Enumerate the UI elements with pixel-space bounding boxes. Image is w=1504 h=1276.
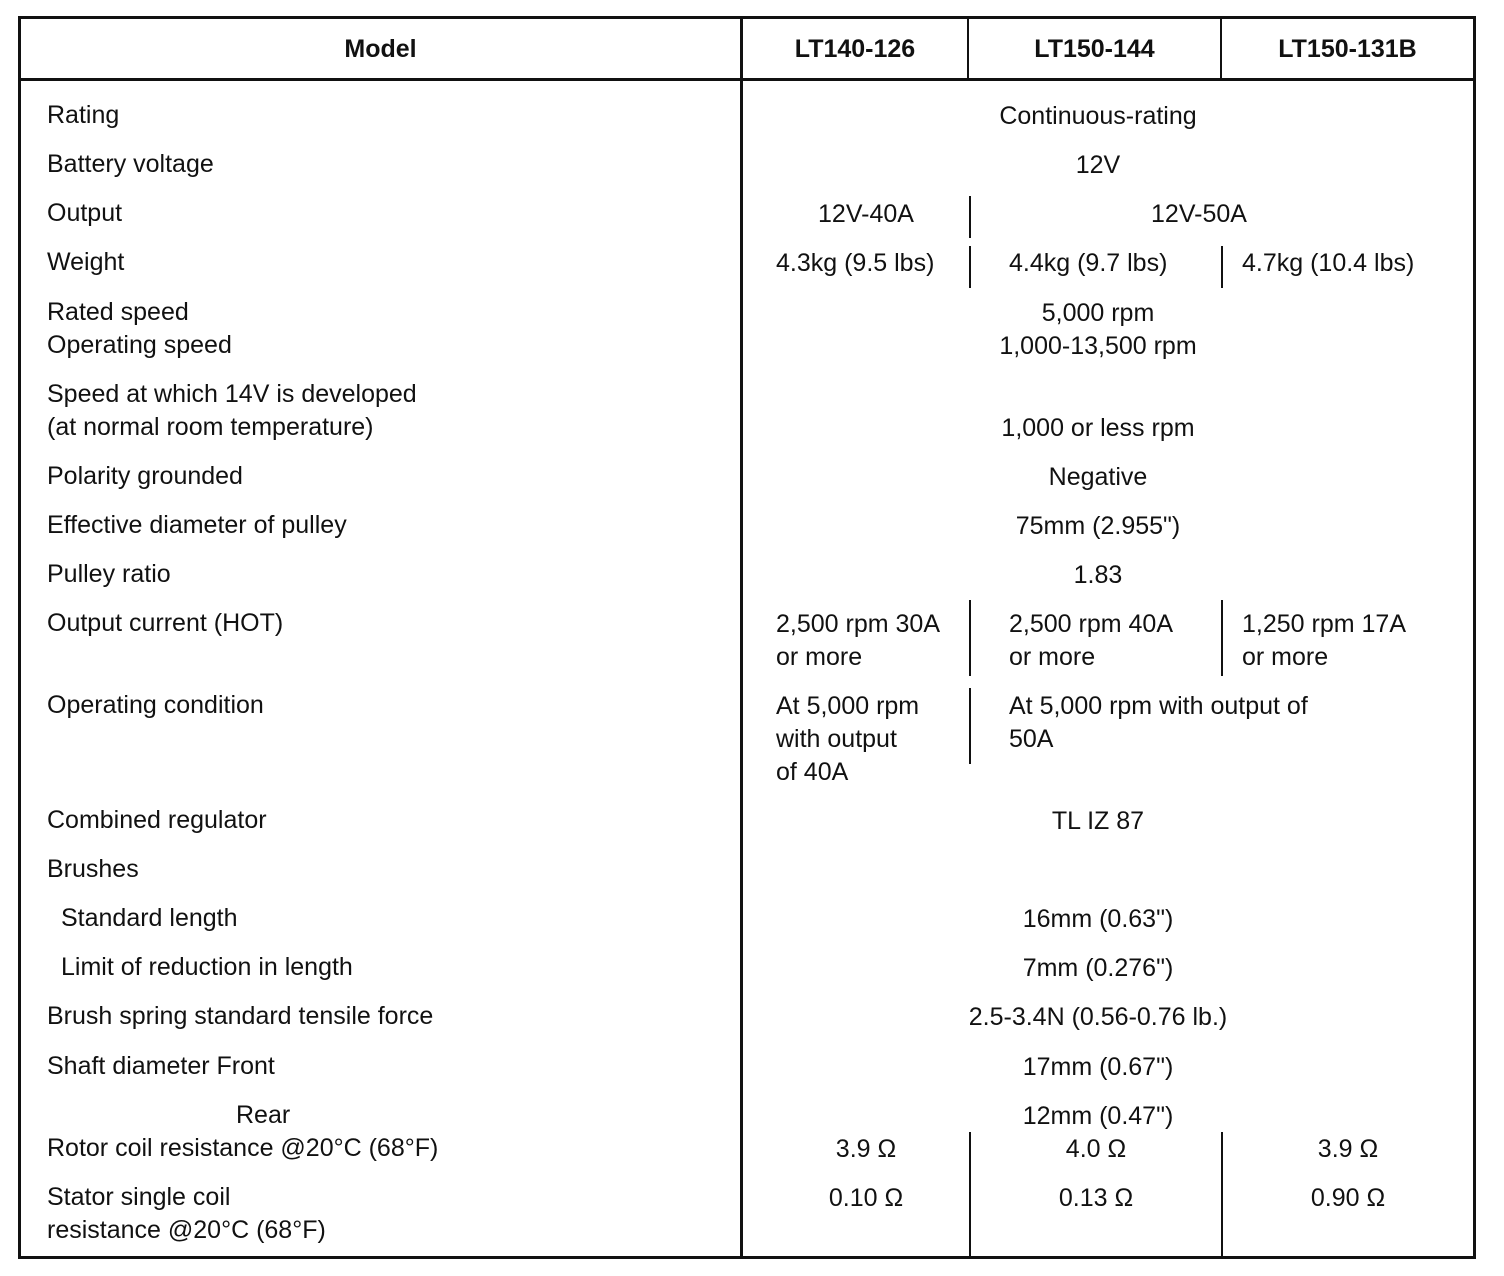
header-lt150-144: LT150-144 [1034, 35, 1155, 63]
table-border-top [18, 16, 1476, 19]
value-stator-m1: 0.10 Ω [828, 1184, 904, 1212]
value-output-m1: 12V-40A [818, 200, 914, 228]
label-pulley-diameter: Effective diameter of pulley [47, 511, 347, 539]
value-polarity: Negative [1048, 463, 1148, 491]
label-speed-14v-line1: Speed at which 14V is developed [47, 380, 417, 408]
value-limit-length: 7mm (0.276") [1022, 954, 1174, 982]
table-border-right [1473, 16, 1476, 1259]
label-rotor-resistance: Rotor coil resistance @20°C (68°F) [47, 1134, 439, 1162]
sep-current-m1 [969, 600, 971, 676]
value-condition-m23-line2: 50A [1009, 725, 1054, 753]
header-divider [18, 78, 1476, 81]
label-shaft-rear: Rear [236, 1101, 291, 1129]
label-brush-spring: Brush spring standard tensile force [47, 1002, 434, 1030]
value-current-m2-line2: or more [1009, 643, 1096, 671]
value-regulator: TL IZ 87 [1051, 807, 1145, 835]
value-pulley-diameter: 75mm (2.955") [1015, 512, 1181, 540]
label-rated-speed: Rated speed [47, 298, 189, 326]
value-current-m3-line1: 1,250 rpm 17A [1242, 610, 1406, 638]
label-combined-regulator: Combined regulator [47, 806, 267, 834]
label-shaft-front: Shaft diameter Front [47, 1052, 275, 1080]
header-model: Model [344, 35, 417, 63]
value-shaft-rear: 12mm (0.47") [1022, 1102, 1174, 1130]
value-speed-14v: 1,000 or less rpm [1001, 414, 1195, 442]
label-stator-line2: resistance @20°C (68°F) [47, 1216, 326, 1244]
sep-weight-m1 [969, 246, 971, 288]
value-condition-m1-line1: At 5,000 rpm [776, 692, 920, 720]
value-weight-m1: 4.3kg (9.5 lbs) [776, 249, 935, 277]
value-weight-m3: 4.7kg (10.4 lbs) [1242, 249, 1415, 277]
value-current-m1-line2: or more [776, 643, 863, 671]
table-border-bottom [18, 1256, 1476, 1259]
value-current-m1-line1: 2,500 rpm 30A [776, 610, 940, 638]
label-operating-speed: Operating speed [47, 331, 232, 359]
label-standard-length: Standard length [61, 904, 238, 932]
label-pulley-ratio: Pulley ratio [47, 560, 171, 588]
value-rotor-m1: 3.9 Ω [835, 1135, 897, 1163]
value-rotor-m2: 4.0 Ω [1065, 1135, 1127, 1163]
label-speed-14v-line2: (at normal room temperature) [47, 413, 374, 441]
sep-condition [969, 688, 971, 764]
value-standard-length: 16mm (0.63") [1022, 905, 1174, 933]
label-operating-condition: Operating condition [47, 691, 264, 719]
value-brush-spring: 2.5-3.4N (0.56-0.76 lb.) [968, 1003, 1228, 1031]
label-output: Output [47, 199, 123, 227]
label-weight: Weight [47, 248, 125, 276]
value-condition-m1-line2: with output [776, 725, 897, 753]
sep-current-m2 [1221, 600, 1223, 676]
value-current-m3-line2: or more [1242, 643, 1329, 671]
value-battery-voltage: 12V [1075, 151, 1121, 179]
value-condition-m1-line3: of 40A [776, 758, 849, 786]
label-polarity: Polarity grounded [47, 462, 243, 490]
value-shaft-front: 17mm (0.67") [1022, 1053, 1174, 1081]
value-pulley-ratio: 1.83 [1073, 561, 1123, 589]
value-operating-speed: 1,000-13,500 rpm [999, 332, 1197, 360]
value-rotor-m3: 3.9 Ω [1317, 1135, 1379, 1163]
table-border-left [18, 16, 21, 1259]
value-output-m23: 12V-50A [1151, 200, 1247, 228]
value-stator-m2: 0.13 Ω [1058, 1184, 1134, 1212]
label-output-current: Output current (HOT) [47, 609, 284, 637]
value-current-m2-line1: 2,500 rpm 40A [1009, 610, 1173, 638]
label-rating: Rating [47, 101, 120, 129]
label-brushes: Brushes [47, 855, 139, 883]
value-rated-speed: 5,000 rpm [1041, 299, 1155, 327]
sep-weight-m2 [1221, 246, 1223, 288]
label-limit-length: Limit of reduction in length [61, 953, 353, 981]
label-stator-line1: Stator single coil [47, 1183, 231, 1211]
value-weight-m2: 4.4kg (9.7 lbs) [1009, 249, 1168, 277]
label-battery-voltage: Battery voltage [47, 150, 214, 178]
value-stator-m3: 0.90 Ω [1310, 1184, 1386, 1212]
header-lt140-126: LT140-126 [794, 35, 916, 63]
value-condition-m23-line1: At 5,000 rpm with output of [1009, 692, 1308, 720]
header-lt150-131b: LT150-131B [1278, 35, 1417, 63]
value-rating: Continuous-rating [999, 102, 1197, 130]
